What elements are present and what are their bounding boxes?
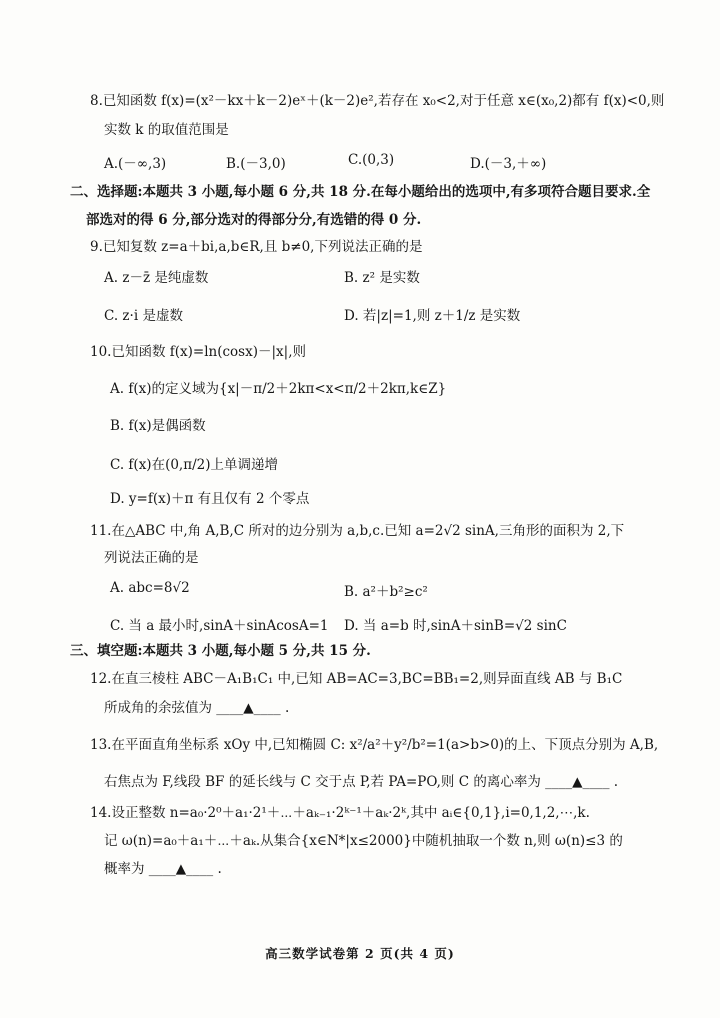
q9-option-d: D. 若|z|=1,则 z＋1/z 是实数 bbox=[344, 308, 521, 324]
q12-line-2: 所成角的余弦值为 ____▲____ . bbox=[104, 700, 290, 716]
q10-stem: 10.已知函数 f(x)=ln(cosx)－|x|,则 bbox=[90, 344, 306, 360]
q14-line-3: 概率为 ____▲____ . bbox=[104, 861, 222, 877]
q9-stem: 9.已知复数 z=a＋bi,a,b∈R,且 b≠0,下列说法正确的是 bbox=[90, 239, 423, 255]
q11-option-c: C. 当 a 最小时,sinA＋sinAcosA=1 bbox=[110, 618, 329, 634]
q10-option-c: C. f(x)在(0,π/2)上单调递增 bbox=[110, 457, 278, 473]
q11-stem-line-1: 11.在△ABC 中,角 A,B,C 所对的边分别为 a,b,c.已知 a=2√2 sinA,三角形的面积为 2,下 bbox=[90, 523, 625, 539]
q13-line-1: 13.在平面直角坐标系 xOy 中,已知椭圆 C: x²/a²＋y²/b²=1(a>b>0)的上、下顶点分别为 A,B, bbox=[90, 737, 659, 753]
page-footer: 高三数学试卷第 2 页(共 4 页) bbox=[265, 946, 455, 961]
q8-option-c: C.(0,3) bbox=[348, 152, 395, 168]
q10-option-b: B. f(x)是偶函数 bbox=[110, 418, 206, 434]
q9-option-c: C. z·i 是虚数 bbox=[104, 308, 183, 324]
q12-line-1: 12.在直三棱柱 ABC－A₁B₁C₁ 中,已知 AB=AC=3,BC=BB₁=2,则异面直线 AB 与 B₁C bbox=[90, 671, 623, 687]
q10-option-a: A. f(x)的定义域为{x|－π/2＋2kπ<x<π/2＋2kπ,k∈Z} bbox=[110, 381, 447, 397]
q11-option-d: D. 当 a=b 时,sinA＋sinB=√2 sinC bbox=[344, 618, 567, 634]
q8-options bbox=[104, 152, 684, 172]
section2-heading-line-2: 部选对的得 6 分,部分选对的得部分分,有选错的得 0 分. bbox=[86, 212, 422, 228]
q9-option-a: A. z－z̄ 是纯虚数 bbox=[104, 270, 209, 286]
q10-option-d: D. y=f(x)＋π 有且仅有 2 个零点 bbox=[110, 491, 310, 507]
q8-stem-line-2: 实数 k 的取值范围是 bbox=[104, 122, 229, 138]
q13-line-2: 右焦点为 F,线段 BF 的延长线与 C 交于点 P,若 PA=PO,则 C 的离心率为 ____▲____ . bbox=[104, 774, 619, 790]
q9-option-b: B. z² 是实数 bbox=[344, 270, 420, 286]
section3-heading: 三、填空题:本题共 3 小题,每小题 5 分,共 15 分. bbox=[70, 643, 371, 659]
q11-option-b: B. a²＋b²≥c² bbox=[344, 584, 428, 600]
q11-option-a: A. abc=8√2 bbox=[110, 580, 190, 596]
q8-stem-line-1: 8.已知函数 f(x)=(x²－kx＋k－2)eˣ＋(k－2)e²,若存在 x₀<2,对于任意 x∈(x₀,2)都有 f(x)<0,则 bbox=[90, 93, 665, 109]
q8-option-b: B.(－3,0) bbox=[226, 156, 286, 172]
q14-line-2: 记 ω(n)=a₀＋a₁＋⋯＋aₖ.从集合{x∈N*|x≤2000}中随机抽取一个数 n,则 ω(n)≤3 的 bbox=[104, 833, 623, 849]
q11-stem-line-2: 列说法正确的是 bbox=[104, 550, 199, 566]
section2-heading-line-1: 二、选择题:本题共 3 小题,每小题 6 分,共 18 分.在每小题给出的选项中,有多项符合题目要求.全 bbox=[70, 184, 651, 200]
q8-option-d: D.(－3,＋∞) bbox=[470, 156, 547, 172]
q14-line-1: 14.设正整数 n=a₀·2⁰＋a₁·2¹＋⋯＋aₖ₋₁·2ᵏ⁻¹＋aₖ·2ᵏ,其中 aᵢ∈{0,1},i=0,1,2,⋯,k. bbox=[90, 805, 590, 821]
q8-option-a: A.(－∞,3) bbox=[104, 156, 167, 172]
